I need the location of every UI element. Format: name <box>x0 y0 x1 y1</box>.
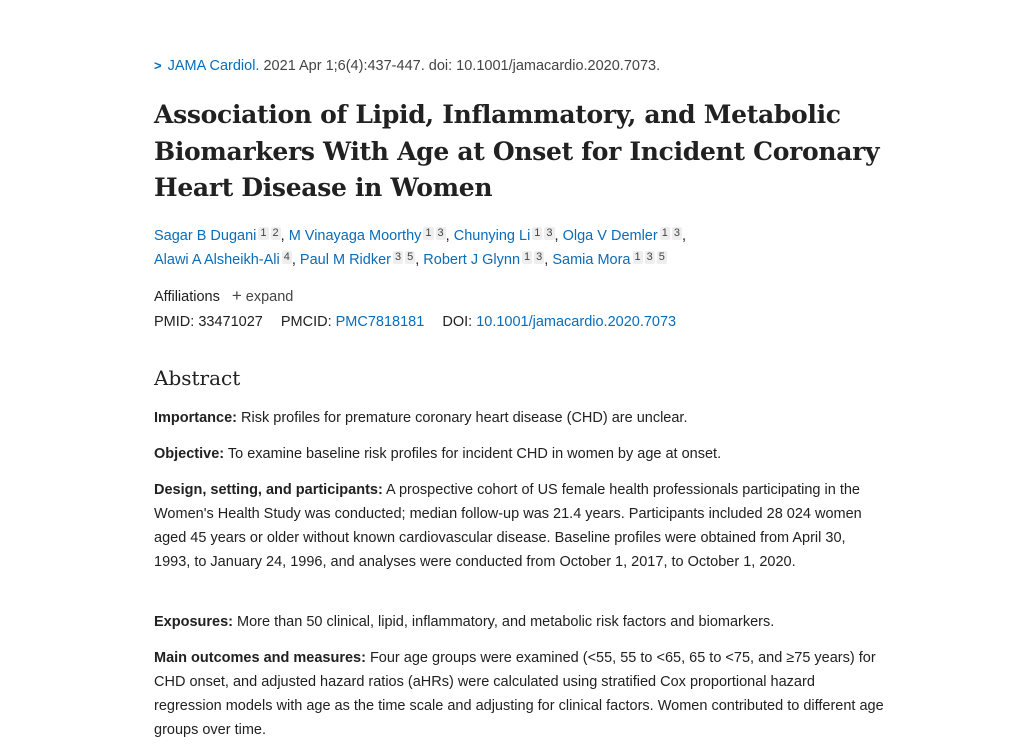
affiliation-ref[interactable]: 1 <box>634 251 641 263</box>
abstract-exposures <box>154 610 884 634</box>
affiliation-ref[interactable]: 3 <box>646 251 653 263</box>
author-link[interactable]: Paul M Ridker <box>299 252 391 268</box>
affiliation-ref[interactable]: 1 <box>425 227 432 239</box>
affiliations <box>154 286 293 306</box>
section-text: Risk profiles for premature coronary heart disease (CHD) are unclear. <box>237 410 688 426</box>
section-label: Exposures: <box>154 614 233 630</box>
affiliation-ref[interactable]: 3 <box>546 227 553 239</box>
plus-icon: + <box>231 286 242 305</box>
section-label: Main outcomes and measures: <box>154 650 366 666</box>
article-identifiers <box>154 314 676 330</box>
doi-label: DOI: <box>442 314 473 330</box>
author-link[interactable]: Olga V Demler <box>562 228 658 244</box>
expand-label: expand <box>245 289 294 305</box>
abstract-heading: Abstract <box>154 366 241 390</box>
section-label: Design, setting, and participants: <box>154 482 383 498</box>
affiliation-ref[interactable]: 5 <box>658 251 665 263</box>
section-text: To examine baseline risk profiles for incident CHD in women by age at onset. <box>224 446 722 462</box>
pmid-label: PMID: <box>154 314 195 330</box>
abstract-objective <box>154 442 884 466</box>
journal-link[interactable]: JAMA Cardiol. <box>167 58 260 74</box>
affiliation-ref[interactable]: 3 <box>673 227 680 239</box>
section-text: A prospective cohort of US female health professionals participating in the Women's Health Study was conducted; median follow-up was 21.4 years. Participants included 28 024 women aged 45 years or older without known cardiovascular disease. Baseline profiles were obtained from April 30, 1993, to January 24, 1996, and analyses were conducted from October 1, 2017, to October 1, 2020. <box>154 482 862 570</box>
section-label: Objective: <box>154 446 225 462</box>
section-label: Importance: <box>154 410 237 426</box>
author-link[interactable]: M Vinayaga Moorthy <box>288 228 422 244</box>
affiliations-label: Affiliations <box>154 289 220 305</box>
affiliation-ref[interactable]: 4 <box>283 251 290 263</box>
affiliation-ref[interactable]: 5 <box>407 251 414 263</box>
expand-affiliations-button[interactable] <box>231 286 294 305</box>
affiliation-ref[interactable]: 3 <box>536 251 543 263</box>
section-text: More than 50 clinical, lipid, inflammatory, and metabolic risk factors and biomarkers. <box>232 614 775 630</box>
author-list: Sagar B Dugani 1 2 , M Vinayaga Moorthy 1 3 , Chunying Li 1 3 , Olga V Demler 1 3 , Alawi A Alsheikh-Ali 4 , Paul M Ridker 3 5 , Robert J Glynn 1 3 , Samia Mora 1 3 5 <box>154 227 686 268</box>
author-link[interactable]: Sagar B Dugani <box>154 228 257 244</box>
pmcid-link[interactable]: PMC7818181 <box>335 314 425 330</box>
pmcid-label: PMCID: <box>280 314 332 330</box>
citation <box>154 58 660 74</box>
chevron-right-icon[interactable]: > <box>154 58 162 73</box>
author-link[interactable]: Robert J Glynn <box>423 252 521 268</box>
abstract-design <box>154 478 884 574</box>
affiliation-ref[interactable]: 2 <box>272 227 279 239</box>
affiliation-ref[interactable]: 1 <box>534 227 541 239</box>
article-title: Association of Lipid, Inflammatory, and Metabolic Biomarkers With Age at Onset for Incident Coronary Heart Disease in Women <box>154 100 880 202</box>
abstract-outcomes <box>154 646 884 742</box>
doi-link[interactable]: 10.1001/jamacardio.2020.7073 <box>476 314 677 330</box>
author-link[interactable]: Samia Mora <box>552 252 631 268</box>
author-link[interactable]: Alawi A Alsheikh-Ali <box>154 252 280 268</box>
pmid-value: 33471027 <box>198 314 263 330</box>
abstract-importance <box>154 406 884 430</box>
citation-details: 2021 Apr 1;6(4):437-447. doi: 10.1001/jamacardio.2020.7073. <box>259 58 661 74</box>
affiliation-ref[interactable]: 3 <box>394 251 402 263</box>
affiliation-ref[interactable]: 3 <box>437 227 444 239</box>
affiliation-ref[interactable]: 1 <box>260 227 267 239</box>
section-text: Four age groups were examined (<55, 55 to <65, 65 to <75, and ≥75 years) for CHD onset, and adjusted hazard ratios (aHRs) were calculated using stratified Cox proportional hazard regression models with age as the time scale and adjusting for clinical factors. Women contributed to different age groups over time. <box>154 650 884 738</box>
author-link[interactable]: Chunying Li <box>453 228 531 244</box>
affiliation-ref[interactable]: 1 <box>661 227 668 239</box>
affiliation-ref[interactable]: 1 <box>524 251 531 263</box>
